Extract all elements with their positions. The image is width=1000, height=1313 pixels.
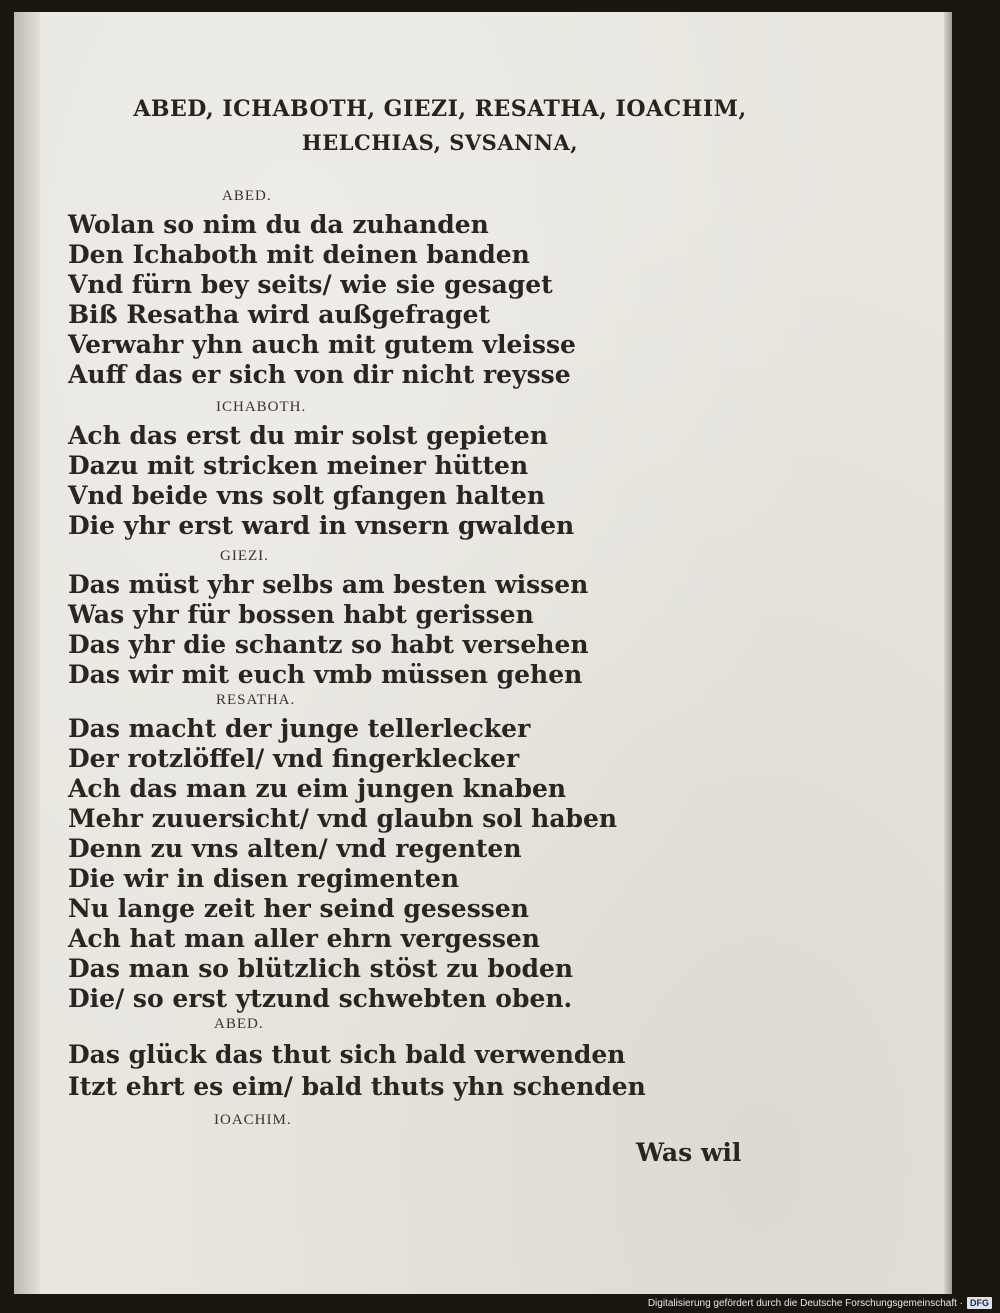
verse-line: Das macht der junge tellerlecker bbox=[68, 714, 531, 743]
verse-line: Das müst yhr selbs am besten wissen bbox=[68, 570, 589, 599]
heading-line-2: HELCHIAS, SVSANNA, bbox=[301, 130, 579, 155]
verse-line: Denn zu vns alten/ vnd regenten bbox=[68, 834, 522, 863]
verse-line: Auff das er sich von dir nicht reysse bbox=[68, 360, 571, 389]
verse-line: Itzt ehrt es eim/ bald thuts yhn schenden bbox=[68, 1072, 646, 1101]
verse-line: Dazu mit stricken meiner hütten bbox=[68, 451, 529, 480]
speaker-label: IOACHIM. bbox=[214, 1112, 292, 1128]
speaker-label: ICHABOTH. bbox=[216, 399, 307, 415]
verse-line: Die wir in disen regimenten bbox=[68, 864, 460, 893]
verse-line: Biß Resatha wird außgefraget bbox=[68, 300, 491, 329]
page-edge bbox=[944, 12, 952, 1294]
speaker-label: GIEZI. bbox=[220, 548, 269, 564]
verse-line: Verwahr yhn auch mit gutem vleisse bbox=[68, 330, 576, 359]
verse-line: Nu lange zeit her seind gesessen bbox=[68, 894, 529, 923]
verse-line: Ach hat man aller ehrn vergessen bbox=[68, 924, 540, 953]
verse-line: Mehr zuuersicht/ vnd glaubn sol haben bbox=[68, 804, 618, 833]
verse-line: Vnd beide vns solt gfangen halten bbox=[68, 481, 546, 510]
verse-line: Was yhr für bossen habt gerissen bbox=[68, 600, 534, 629]
dfg-logo: DFG bbox=[967, 1297, 992, 1309]
speaker-label: ABED. bbox=[222, 188, 272, 204]
footer-credit bbox=[648, 1297, 992, 1309]
verse-line: Das wir mit euch vmb müssen gehen bbox=[68, 660, 583, 689]
catchword: Was wil bbox=[636, 1138, 742, 1167]
heading-line-1: ABED, ICHABOTH, GIEZI, RESATHA, IOACHIM, bbox=[133, 96, 747, 122]
verse-line: Vnd fürn bey seits/ wie sie gesaget bbox=[68, 270, 553, 299]
page-gutter bbox=[14, 12, 40, 1294]
verse-line: Die yhr erst ward in vnsern gwalden bbox=[68, 511, 575, 540]
verse-line: Wolan so nim du da zuhanden bbox=[68, 210, 489, 239]
speaker-label: RESATHA. bbox=[216, 692, 296, 708]
verse-line: Das man so blützlich stöst zu boden bbox=[68, 954, 574, 983]
verse-line: Den Ichaboth mit deinen banden bbox=[68, 240, 530, 269]
verse-line: Das yhr die schantz so habt versehen bbox=[68, 630, 589, 659]
verse-line: Der rotzlöffel/ vnd fingerklecker bbox=[68, 744, 520, 773]
verse-line: Ach das man zu eim jungen knaben bbox=[68, 774, 567, 803]
verse-line: Ach das erst du mir solst gepieten bbox=[68, 421, 549, 450]
verse-line: Die/ so erst ytzund schwebten oben. bbox=[68, 984, 573, 1013]
speaker-label: ABED. bbox=[214, 1016, 264, 1032]
footer-text: Digitalisierung gefördert durch die Deutsche Forschungsgemeinschaft · bbox=[647, 1297, 963, 1309]
verse-line: Das glück das thut sich bald verwenden bbox=[68, 1040, 626, 1069]
